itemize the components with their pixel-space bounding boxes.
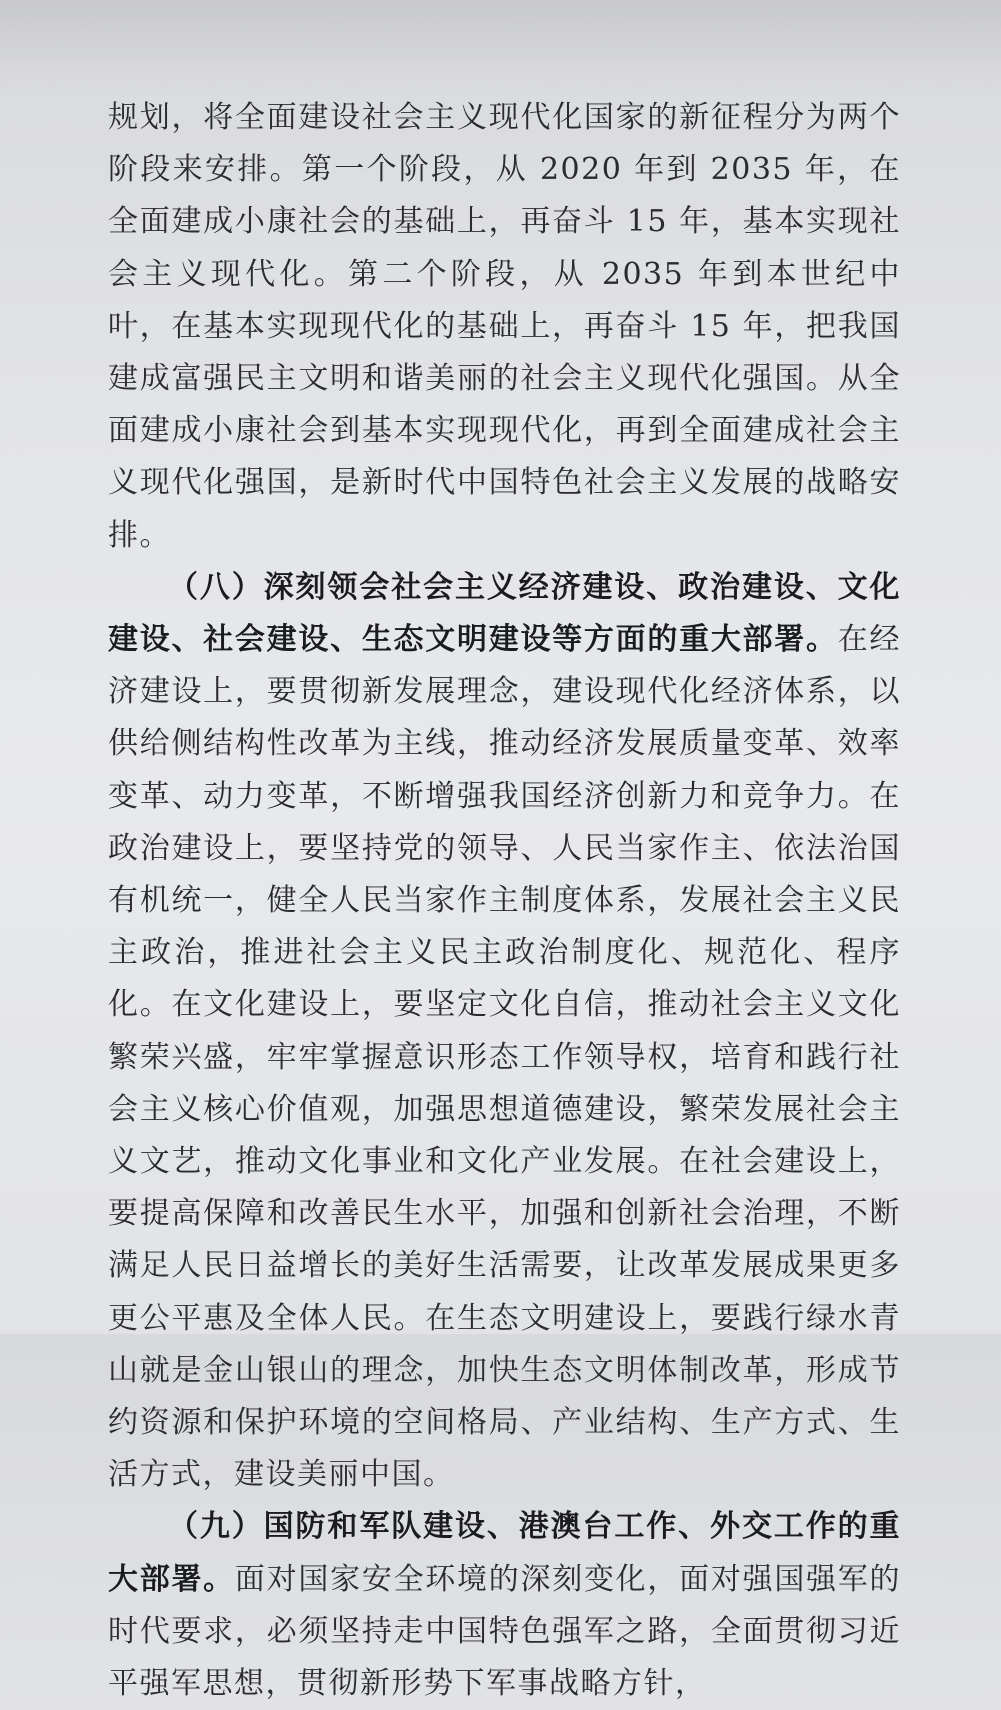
section-9-paragraph: [108, 1501, 901, 1710]
section-9-body: 面对国家安全环境的深刻变化，面对强国强军的时代要求，必须坚持走中国特色强军之路，全面贯彻习近平强军思想，贯彻新形势下军事战略方针，: [108, 1561, 902, 1702]
section-9-heading: （九）国防和军队建设、港澳台工作、外交工作的重大部署。: [108, 1509, 901, 1597]
section-8-heading: （八）深刻领会社会主义经济建设、政治建设、文化建设、社会建设、生态文明建设等方面的重大部署。: [108, 569, 901, 658]
section-8-body: 在经济建设上，要贯彻新发展理念，建设现代化经济体系，以供给侧结构性改革为主线，推动经济发展质量变革、效率变革、动力变革，不断增强我国经济创新力和竞争力。在政治建设上，要坚持党的领导、人民当家作主、依法治国有机统一，健全人民当家作主制度体系，发展社会主义民主政治，推进社会主义民主政治制度化、规范化、程序化。在文化建设上，要坚定文化自信，推动社会主义文化繁荣兴盛，牢牢掌握意识形态工作领导权，培育和践行社会主义核心价值观，加强思想道德建设，繁荣发展社会主义文艺，推动文化事业和文化产业发展。在社会建设上，要提高保障和改善民生水平，加强和创新社会治理，不断满足人民日益增长的美好生活需要，让改革发展成果更多更公平惠及全体人民。在生态文明建设上，要践行绿水青山就是金山银山的理念，加快生态文明体制改革，形成节约资源和保护环境的空间格局、产业结构、生产方式、生活方式，建设美丽中国。: [108, 622, 902, 1493]
section-8-paragraph: [108, 562, 901, 1502]
paragraph-strategic-arrangement: 规划，将全面建设社会主义现代化国家的新征程分为两个阶段来安排。第一个阶段，从 2020 年到 2035 年，在全面建成小康社会的基础上，再奋斗 15 年，基本实现社会主义现代化。第二个阶段，从 2035 年到本世纪中叶，在基本实现现代化的基础上，再奋斗 15 年，把我国建成富强民主文明和谐美丽的社会主义现代化强国。从全面建成小康社会到基本实现现代化，再到全面建成社会主义现代化强国，是新时代中国特色社会主义发展的战略安排。: [108, 100, 901, 553]
